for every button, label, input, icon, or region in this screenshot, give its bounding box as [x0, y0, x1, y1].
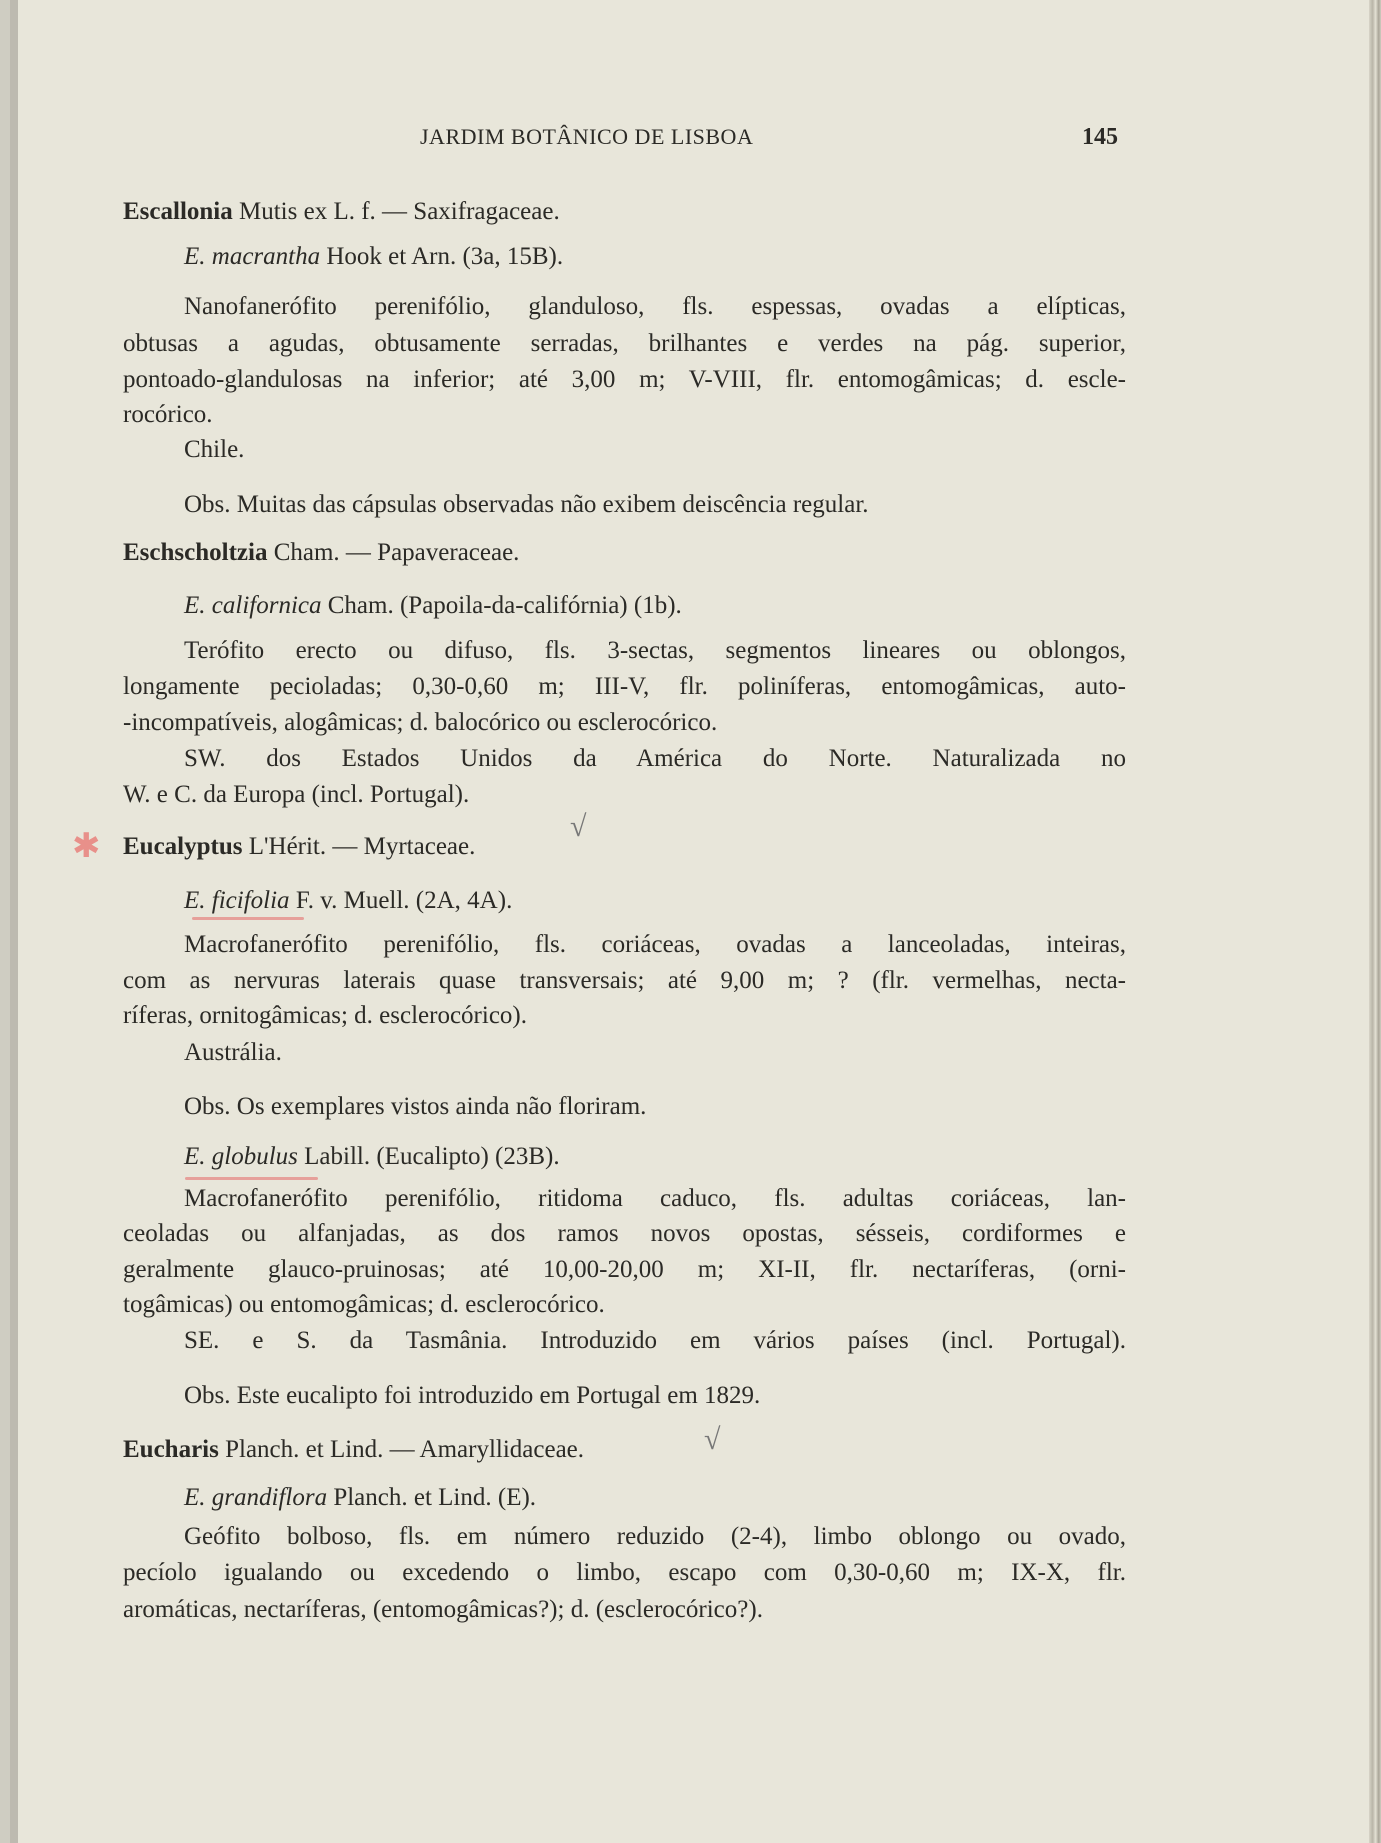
genus-authority: Planch. et Lind. — Amaryllidaceae.	[218, 1436, 585, 1463]
species-name: ficifolia	[211, 887, 290, 914]
description-line: com as nervuras laterais quase transversais; até 9,00 m; ? (flr. vermelhas, necta-	[123, 967, 1126, 994]
species-name: californica	[211, 592, 322, 619]
page-left-edge	[0, 0, 10, 1843]
genus-authority: Cham. — Papaveraceae.	[267, 539, 520, 566]
genus-heading-escallonia	[123, 197, 1126, 227]
description-line: longamente pecioladas; 0,30-0,60 m; III-V, flr. poliníferas, entomogâmicas, auto-	[123, 673, 1126, 700]
asterisk-annotation-icon: ✱	[72, 828, 101, 865]
description-line: pecíolo igualando ou excedendo o limbo, escapo com 0,30-0,60 m; IX-X, flr.	[123, 1559, 1126, 1586]
genus-heading-eschscholtzia	[123, 538, 1126, 568]
description-line: Macrofanerófito perenifólio, ritidoma caduco, fls. adultas coriáceas, lan-	[184, 1185, 1126, 1212]
observation: Obs. Os exemplares vistos ainda não floriram.	[184, 1093, 647, 1120]
species-abbr: E.	[184, 887, 212, 914]
observation: Obs. Muitas das cápsulas observadas não exibem deiscência regular.	[184, 491, 869, 518]
description-line: rocórico.	[123, 401, 213, 428]
page-number: 145	[1082, 124, 1118, 150]
page-right-edge	[1369, 0, 1381, 1843]
page-left-shadow	[10, 0, 18, 1843]
checkmark-annotation-icon: √	[704, 1423, 721, 1456]
genus-authority: Mutis ex L. f. — Saxifragaceae.	[232, 198, 560, 225]
description-line: aromáticas, nectaríferas, (entomogâmicas?); d. (esclerocórico?).	[123, 1596, 763, 1623]
description-line: obtusas a agudas, obtusamente serradas, brilhantes e verdes na pág. superior,	[123, 330, 1126, 357]
species-authority: F. v. Muell. (2A, 4A).	[289, 887, 513, 914]
description-line: Terófito erecto ou difuso, fls. 3-sectas, segmentos lineares ou oblongos,	[184, 637, 1126, 664]
description-line: ceoladas ou alfanjadas, as dos ramos novos opostas, sésseis, cordiformes e	[123, 1220, 1126, 1247]
distribution: W. e C. da Europa (incl. Portugal).	[123, 781, 470, 808]
description-line: Macrofanerófito perenifólio, fls. coriáceas, ovadas a lanceoladas, inteiras,	[184, 931, 1126, 958]
description-line: pontoado-glandulosas na inferior; até 3,00 m; V-VIII, flr. entomogâmicas; d. escle-	[123, 366, 1126, 393]
genus-authority: L'Hérit. — Myrtaceae.	[242, 833, 476, 860]
genus-name: Eucharis	[123, 1436, 219, 1463]
species-heading-californica	[184, 591, 1126, 621]
description-line: togâmicas) ou entomogâmicas; d. esclerocórico.	[123, 1291, 605, 1318]
distribution: Austrália.	[184, 1039, 282, 1066]
species-authority: Cham. (Papoila-da-califórnia) (1b).	[321, 592, 682, 619]
species-authority: Labill. (Eucalipto) (23B).	[297, 1143, 560, 1170]
species-authority: Hook et Arn. (3a, 15B).	[320, 243, 564, 270]
red-underline-annotation	[192, 917, 304, 920]
species-heading-ficifolia	[184, 886, 1126, 916]
genus-name: Eschscholtzia	[123, 539, 268, 566]
description-line: Geófito bolboso, fls. em número reduzido (2-4), limbo oblongo ou ovado,	[184, 1523, 1126, 1550]
species-heading-macrantha	[184, 242, 1126, 272]
distribution: SE. e S. da Tasmânia. Introduzido em vários países (incl. Portugal).	[184, 1327, 1126, 1354]
genus-heading-eucalyptus	[123, 832, 1126, 862]
description-line: Nanofanerófito perenifólio, glanduloso, fls. espessas, ovadas a elípticas,	[184, 293, 1126, 320]
species-authority: Planch. et Lind. (E).	[327, 1484, 537, 1511]
observation: Obs. Este eucalipto foi introduzido em Portugal em 1829.	[184, 1382, 761, 1409]
distribution: Chile.	[184, 436, 245, 463]
description-line: geralmente glauco-pruinosas; até 10,00-20,00 m; XI-II, flr. nectaríferas, (orni-	[123, 1256, 1126, 1283]
description-line: ríferas, ornitogâmicas; d. esclerocórico).	[123, 1002, 527, 1029]
genus-name: Escallonia	[123, 198, 233, 225]
species-heading-grandiflora	[184, 1483, 1126, 1513]
red-underline-annotation	[185, 1177, 318, 1180]
running-title: JARDIM BOTÂNICO DE LISBOA	[420, 124, 754, 149]
species-heading-globulus	[184, 1142, 1126, 1172]
species-abbr: E.	[184, 1484, 212, 1511]
genus-heading-eucharis	[123, 1435, 1126, 1465]
genus-name: Eucalyptus	[123, 833, 243, 860]
species-abbr: E.	[184, 1143, 212, 1170]
checkmark-annotation-icon: √	[570, 810, 587, 843]
distribution: SW. dos Estados Unidos da América do Norte. Naturalizada no	[184, 745, 1126, 772]
species-abbr: E.	[184, 243, 212, 270]
species-name: grandiflora	[211, 1484, 328, 1511]
species-name: globulus	[211, 1143, 298, 1170]
species-abbr: E.	[184, 592, 212, 619]
species-name: macrantha	[211, 243, 321, 270]
description-line: -incompatíveis, alogâmicas; d. balocórico ou esclerocórico.	[123, 709, 718, 736]
